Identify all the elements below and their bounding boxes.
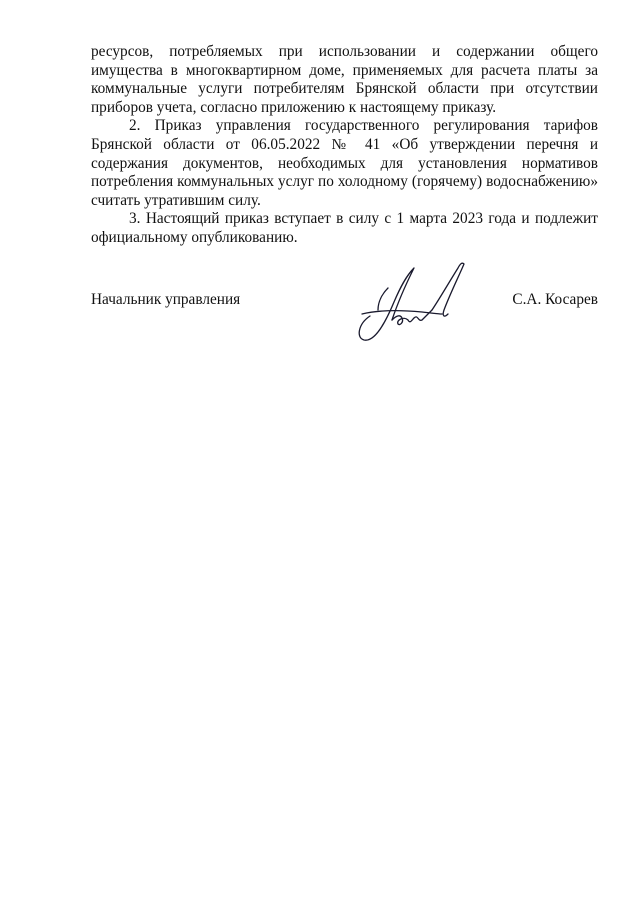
document-body	[91, 43, 598, 248]
signatory-name: С.А. Косарев	[512, 291, 598, 308]
paragraph-item-2: 2. Приказ управления государственного регулирования тарифов Брянской области от 06.05.2022 № 41 «Об утверждении перечня и содержания документов, необходимых для установления нормативов потребления коммунальных услуг по холодному (горячему) водоснабжению» считать утратившим силу.	[91, 117, 598, 209]
position-title: Начальник управления	[91, 291, 241, 308]
paragraph-item-3: 3. Настоящий приказ вступает в силу с 1 марта 2023 года и подлежит официальному опубликованию.	[91, 210, 598, 246]
signature-row	[91, 290, 598, 312]
paragraph-continuation: ресурсов, потребляемых при использовании и содержании общего имущества в многоквартирном доме, применяемых для расчета платы за коммунальные услуги потребителям Брянской области при отсутствии приборов учета, согласно приложению к настоящему приказу.	[91, 43, 598, 116]
